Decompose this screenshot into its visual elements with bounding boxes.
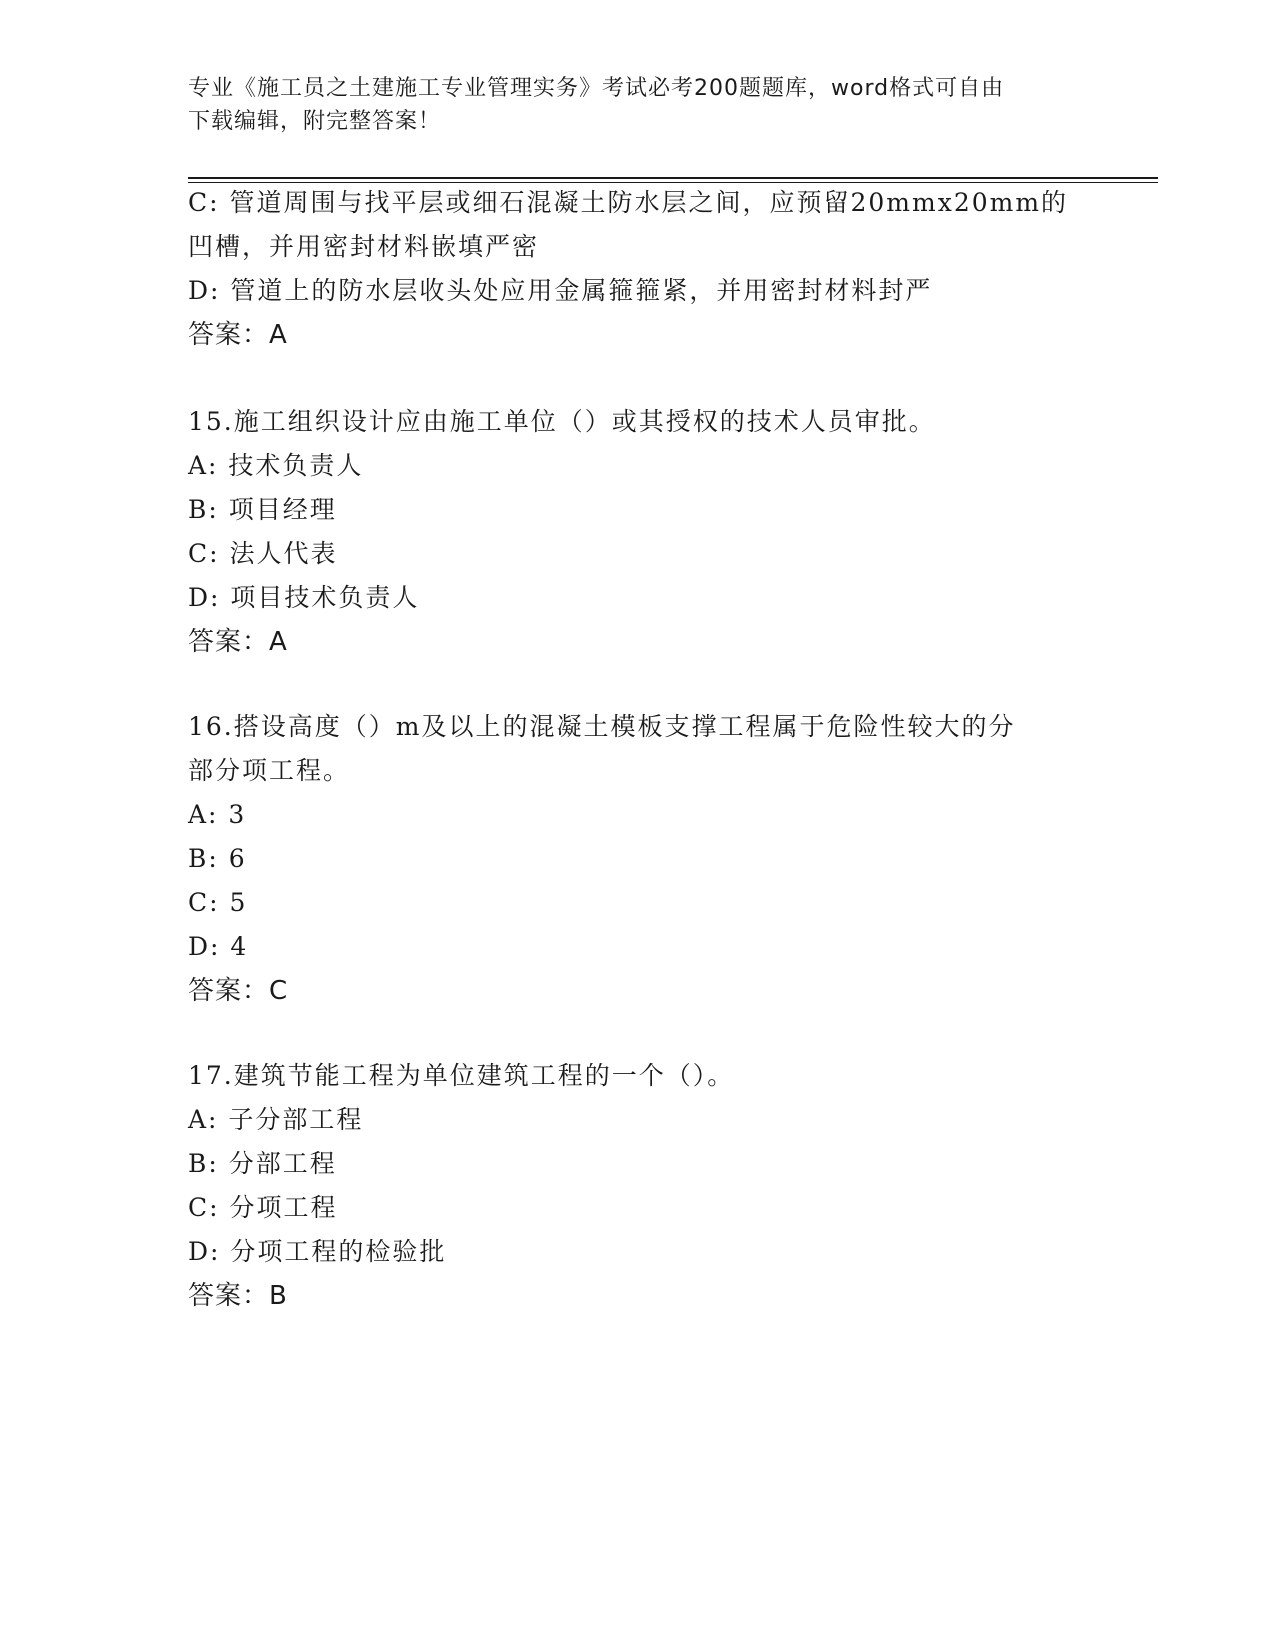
q16-option-c: C: 5 (188, 888, 248, 917)
q15-option-a: A: 技术负责人 (188, 451, 364, 480)
prev-option-d: D: 管道上的防水层收头处应用金属箍箍紧，并用密封材料封严 (188, 276, 933, 305)
prev-answer: 答案：A (188, 320, 288, 350)
q17-question: 17.建筑节能工程为单位建筑工程的一个（）。 (188, 1061, 735, 1090)
q16-option-a: A: 3 (188, 800, 247, 829)
q15-option-c: C: 法人代表 (188, 539, 338, 568)
q17-option-c: C: 分项工程 (188, 1193, 338, 1222)
q17-option-b: B: 分部工程 (188, 1149, 337, 1178)
q17-option-d: D: 分项工程的检验批 (188, 1237, 447, 1266)
q16-question-line-2: 部分项工程。 (188, 756, 351, 785)
document-header (188, 72, 1068, 138)
header-rule-thick (188, 177, 1158, 179)
q15-option-b: B: 项目经理 (188, 495, 337, 524)
header-line-2: 下载编辑，附完整答案！ (188, 109, 442, 134)
prev-option-c-line-2: 凹槽，并用密封材料嵌填严密 (188, 232, 540, 261)
q15-answer: 答案：A (188, 627, 288, 657)
prev-option-c-line-1: C: 管道周围与找平层或细石混凝土防水层之间，应预留20mmx20mm的 (188, 188, 1069, 217)
header-line-1: 专业《施工员之土建施工专业管理实务》考试必考200题题库，word格式可自由 (188, 76, 1005, 101)
q16-option-b: B: 6 (188, 844, 247, 873)
q17-option-a: A: 子分部工程 (188, 1105, 364, 1134)
q15-option-d: D: 项目技术负责人 (188, 583, 420, 612)
q16-option-d: D: 4 (188, 932, 249, 961)
q17-answer: 答案：B (188, 1281, 288, 1311)
header-rule-thin (188, 182, 1158, 183)
q16-question-line-1: 16.搭设高度（）m及以上的混凝土模板支撑工程属于危险性较大的分 (188, 712, 1016, 741)
q16-answer: 答案：C (188, 976, 289, 1006)
q15-question: 15.施工组织设计应由施工单位（）或其授权的技术人员审批。 (188, 407, 936, 436)
